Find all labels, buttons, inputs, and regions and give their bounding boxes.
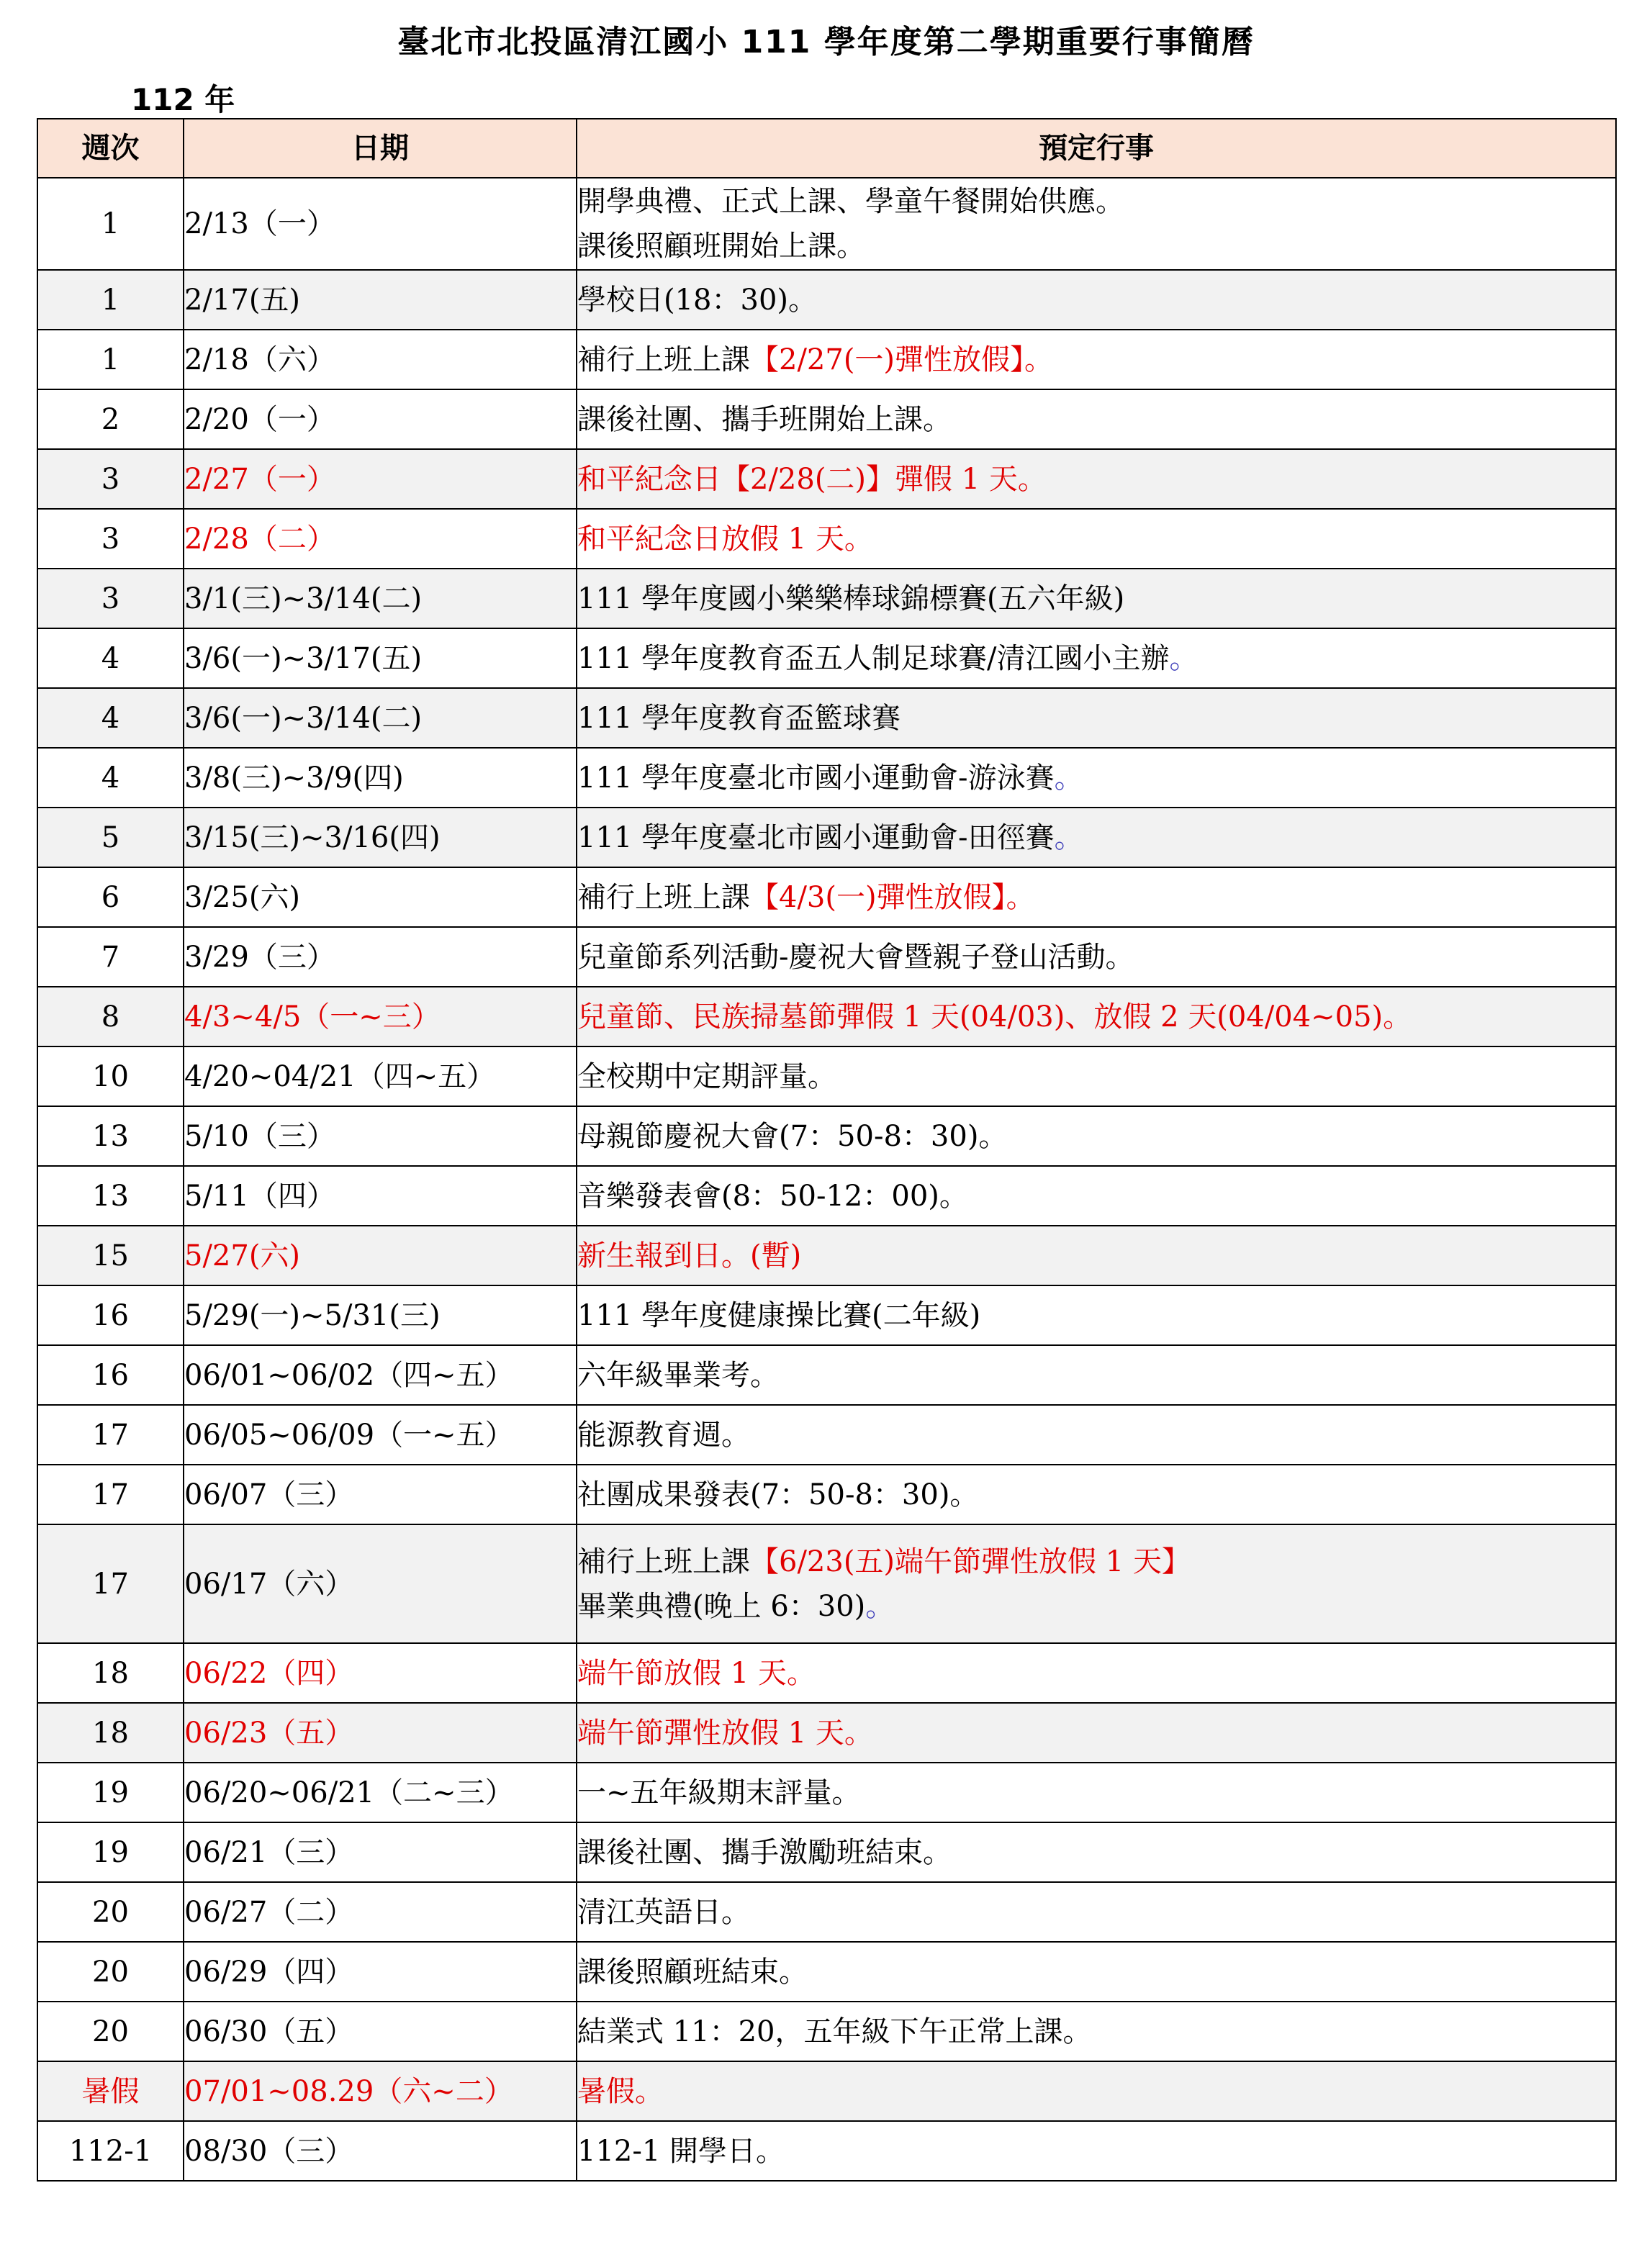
year-label: 112 年 bbox=[131, 82, 235, 117]
week-cell: 1 bbox=[37, 178, 184, 270]
week-cell: 20 bbox=[37, 1882, 184, 1942]
event-tail: 。 bbox=[1169, 641, 1199, 675]
event-cell: 課後照顧班結束。 bbox=[577, 1942, 1616, 2002]
event-cell: 112-1 開學日。 bbox=[577, 2121, 1616, 2181]
date-cell: 06/22（四） bbox=[184, 1643, 577, 1703]
date-cell: 2/18（六） bbox=[184, 330, 577, 389]
week-cell: 17 bbox=[37, 1405, 184, 1465]
event-cell bbox=[577, 628, 1616, 688]
table-row bbox=[37, 1942, 1616, 2002]
event-cell: 課後社團、攜手班開始上課。 bbox=[577, 389, 1616, 449]
column-header-date: 日期 bbox=[184, 119, 577, 178]
column-header-week: 週次 bbox=[37, 119, 184, 178]
event-cell: 清江英語日。 bbox=[577, 1882, 1616, 1942]
event-cell: 能源教育週。 bbox=[577, 1405, 1616, 1465]
week-cell: 18 bbox=[37, 1703, 184, 1763]
week-cell: 19 bbox=[37, 1822, 184, 1882]
week-cell: 15 bbox=[37, 1226, 184, 1285]
date-cell: 5/10（三） bbox=[184, 1106, 577, 1166]
date-cell: 06/05~06/09（一~五） bbox=[184, 1405, 577, 1465]
event-cell: 端午節彈性放假 1 天。 bbox=[577, 1703, 1616, 1763]
week-cell: 1 bbox=[37, 330, 184, 389]
event-cell: 六年級畢業考。 bbox=[577, 1345, 1616, 1405]
event-cell: 111 學年度健康操比賽(二年級) bbox=[577, 1285, 1616, 1345]
event-cell: 兒童節系列活動-慶祝大會暨親子登山活動。 bbox=[577, 927, 1616, 987]
week-cell: 16 bbox=[37, 1345, 184, 1405]
event-tail: 。 bbox=[1024, 343, 1054, 376]
event-cell: 新生報到日。(暫) bbox=[577, 1226, 1616, 1285]
week-cell: 暑假 bbox=[37, 2061, 184, 2121]
table-row bbox=[37, 1285, 1616, 1345]
table-row bbox=[37, 688, 1616, 748]
week-cell: 17 bbox=[37, 1524, 184, 1643]
table-row bbox=[37, 808, 1616, 867]
week-cell: 13 bbox=[37, 1106, 184, 1166]
date-cell: 2/27（一） bbox=[184, 449, 577, 509]
event-line bbox=[577, 1584, 1615, 1629]
event-cell bbox=[577, 748, 1616, 808]
holiday-note: 【6/23(五)端午節彈性放假 1 天】 bbox=[750, 1545, 1191, 1578]
date-cell: 5/29(一)~5/31(三) bbox=[184, 1285, 577, 1345]
date-cell: 06/29（四） bbox=[184, 1942, 577, 2002]
table-row bbox=[37, 2002, 1616, 2061]
event-cell: 一~五年級期末評量。 bbox=[577, 1763, 1616, 1822]
week-cell: 19 bbox=[37, 1763, 184, 1822]
holiday-note: 【2/27(一)彈性放假】 bbox=[750, 343, 1025, 376]
page-title: 臺北市北投區清江國小 111 學年度第二學期重要行事簡曆 bbox=[397, 24, 1255, 60]
date-cell: 2/20（一） bbox=[184, 389, 577, 449]
week-cell: 13 bbox=[37, 1166, 184, 1226]
week-cell: 3 bbox=[37, 569, 184, 628]
date-cell: 06/17（六） bbox=[184, 1524, 577, 1643]
event-text: 畢業典禮(晚上 6：30) bbox=[577, 1589, 866, 1623]
date-cell: 4/3~4/5（一~三） bbox=[184, 987, 577, 1046]
week-cell: 3 bbox=[37, 449, 184, 509]
event-cell bbox=[577, 808, 1616, 867]
event-text: 111 學年度臺北市國小運動會-田徑賽 bbox=[577, 820, 1055, 854]
schedule-table bbox=[37, 118, 1617, 2182]
event-cell: 音樂發表會(8：50-12：00)。 bbox=[577, 1166, 1616, 1226]
table-row bbox=[37, 867, 1616, 927]
date-cell: 06/21（三） bbox=[184, 1822, 577, 1882]
week-cell: 20 bbox=[37, 1942, 184, 2002]
date-cell: 06/07（三） bbox=[184, 1465, 577, 1524]
event-tail: 。 bbox=[865, 1589, 895, 1623]
week-cell: 8 bbox=[37, 987, 184, 1046]
date-cell: 06/23（五） bbox=[184, 1703, 577, 1763]
table-row bbox=[37, 1046, 1616, 1106]
table-row bbox=[37, 389, 1616, 449]
table-row bbox=[37, 1345, 1616, 1405]
date-cell: 2/13（一） bbox=[184, 178, 577, 270]
event-text: 補行上班上課 bbox=[577, 343, 750, 376]
date-cell: 5/11（四） bbox=[184, 1166, 577, 1226]
event-text: 補行上班上課 bbox=[577, 880, 750, 914]
date-cell: 3/8(三)~3/9(四) bbox=[184, 748, 577, 808]
event-line: 課後照顧班開始上課。 bbox=[577, 230, 865, 263]
week-cell: 18 bbox=[37, 1643, 184, 1703]
week-cell: 1 bbox=[37, 270, 184, 330]
week-cell: 7 bbox=[37, 927, 184, 987]
table-row bbox=[37, 509, 1616, 569]
date-cell: 4/20~04/21（四~五） bbox=[184, 1046, 577, 1106]
event-cell: 母親節慶祝大會(7：50-8：30)。 bbox=[577, 1106, 1616, 1166]
event-cell: 暑假。 bbox=[577, 2061, 1616, 2121]
event-line: 開學典禮、正式上課、學童午餐開始供應。 bbox=[577, 185, 1124, 218]
event-tail: 。 bbox=[1054, 761, 1083, 795]
event-cell: 和平紀念日放假 1 天。 bbox=[577, 509, 1616, 569]
date-cell: 06/01~06/02（四~五） bbox=[184, 1345, 577, 1405]
event-text: 111 學年度臺北市國小運動會-游泳賽 bbox=[577, 761, 1055, 795]
table-row bbox=[37, 748, 1616, 808]
event-cell bbox=[577, 330, 1616, 389]
table-row bbox=[37, 1703, 1616, 1763]
date-cell: 3/15(三)~3/16(四) bbox=[184, 808, 577, 867]
week-cell: 4 bbox=[37, 688, 184, 748]
date-cell: 5/27(六) bbox=[184, 1226, 577, 1285]
table-row bbox=[37, 178, 1616, 270]
week-cell: 112-1 bbox=[37, 2121, 184, 2181]
date-cell: 07/01~08.29（六~二） bbox=[184, 2061, 577, 2121]
week-cell: 16 bbox=[37, 1285, 184, 1345]
table-row bbox=[37, 1226, 1616, 1285]
table-row bbox=[37, 1643, 1616, 1703]
table-row bbox=[37, 2061, 1616, 2121]
table-row bbox=[37, 2121, 1616, 2181]
table-row bbox=[37, 330, 1616, 389]
event-tail: 。 bbox=[1006, 880, 1035, 914]
table-row bbox=[37, 1166, 1616, 1226]
event-text: 補行上班上課 bbox=[577, 1545, 750, 1578]
event-cell: 和平紀念日【2/28(二)】彈假 1 天。 bbox=[577, 449, 1616, 509]
holiday-note: 【4/3(一)彈性放假】 bbox=[750, 880, 1006, 914]
week-cell: 5 bbox=[37, 808, 184, 867]
week-cell: 4 bbox=[37, 628, 184, 688]
event-cell: 社團成果發表(7：50-8：30)。 bbox=[577, 1465, 1616, 1524]
event-cell: 結業式 11：20，五年級下午正常上課。 bbox=[577, 2002, 1616, 2061]
table-row bbox=[37, 987, 1616, 1046]
table-row bbox=[37, 1763, 1616, 1822]
event-tail: 。 bbox=[1054, 820, 1083, 854]
event-cell: 課後社團、攜手激勵班結束。 bbox=[577, 1822, 1616, 1882]
table-row bbox=[37, 1465, 1616, 1524]
date-cell: 3/6(一)~3/17(五) bbox=[184, 628, 577, 688]
date-cell: 3/25(六) bbox=[184, 867, 577, 927]
week-cell: 6 bbox=[37, 867, 184, 927]
table-row bbox=[37, 449, 1616, 509]
table-row bbox=[37, 1405, 1616, 1465]
event-cell bbox=[577, 178, 1616, 270]
table-row bbox=[37, 1524, 1616, 1643]
table-row bbox=[37, 1882, 1616, 1942]
date-cell: 06/20~06/21（二~三） bbox=[184, 1763, 577, 1822]
date-cell: 2/28（二） bbox=[184, 509, 577, 569]
table-row bbox=[37, 270, 1616, 330]
event-cell bbox=[577, 1524, 1616, 1643]
week-cell: 10 bbox=[37, 1046, 184, 1106]
date-cell: 06/27（二） bbox=[184, 1882, 577, 1942]
week-cell: 2 bbox=[37, 389, 184, 449]
date-cell: 08/30（三） bbox=[184, 2121, 577, 2181]
table-row bbox=[37, 1822, 1616, 1882]
table-row bbox=[37, 927, 1616, 987]
table-row bbox=[37, 628, 1616, 688]
table-header-row bbox=[37, 119, 1616, 178]
column-header-event: 預定行事 bbox=[577, 119, 1616, 178]
date-cell: 3/6(一)~3/14(二) bbox=[184, 688, 577, 748]
event-cell: 全校期中定期評量。 bbox=[577, 1046, 1616, 1106]
event-line bbox=[577, 1540, 1615, 1584]
event-cell: 111 學年度國小樂樂棒球錦標賽(五六年級) bbox=[577, 569, 1616, 628]
event-cell: 端午節放假 1 天。 bbox=[577, 1643, 1616, 1703]
event-cell: 兒童節、民族掃墓節彈假 1 天(04/03)、放假 2 天(04/04~05)。 bbox=[577, 987, 1616, 1046]
date-cell: 3/1(三)~3/14(二) bbox=[184, 569, 577, 628]
week-cell: 3 bbox=[37, 509, 184, 569]
week-cell: 17 bbox=[37, 1465, 184, 1524]
event-text: 111 學年度教育盃五人制足球賽/清江國小主辦 bbox=[577, 641, 1170, 675]
date-cell: 06/30（五） bbox=[184, 2002, 577, 2061]
event-cell: 111 學年度教育盃籃球賽 bbox=[577, 688, 1616, 748]
table-row bbox=[37, 1106, 1616, 1166]
date-cell: 2/17(五) bbox=[184, 270, 577, 330]
date-cell: 3/29（三） bbox=[184, 927, 577, 987]
table-row bbox=[37, 569, 1616, 628]
week-cell: 20 bbox=[37, 2002, 184, 2061]
week-cell: 4 bbox=[37, 748, 184, 808]
event-cell bbox=[577, 867, 1616, 927]
event-cell: 學校日(18：30)。 bbox=[577, 270, 1616, 330]
